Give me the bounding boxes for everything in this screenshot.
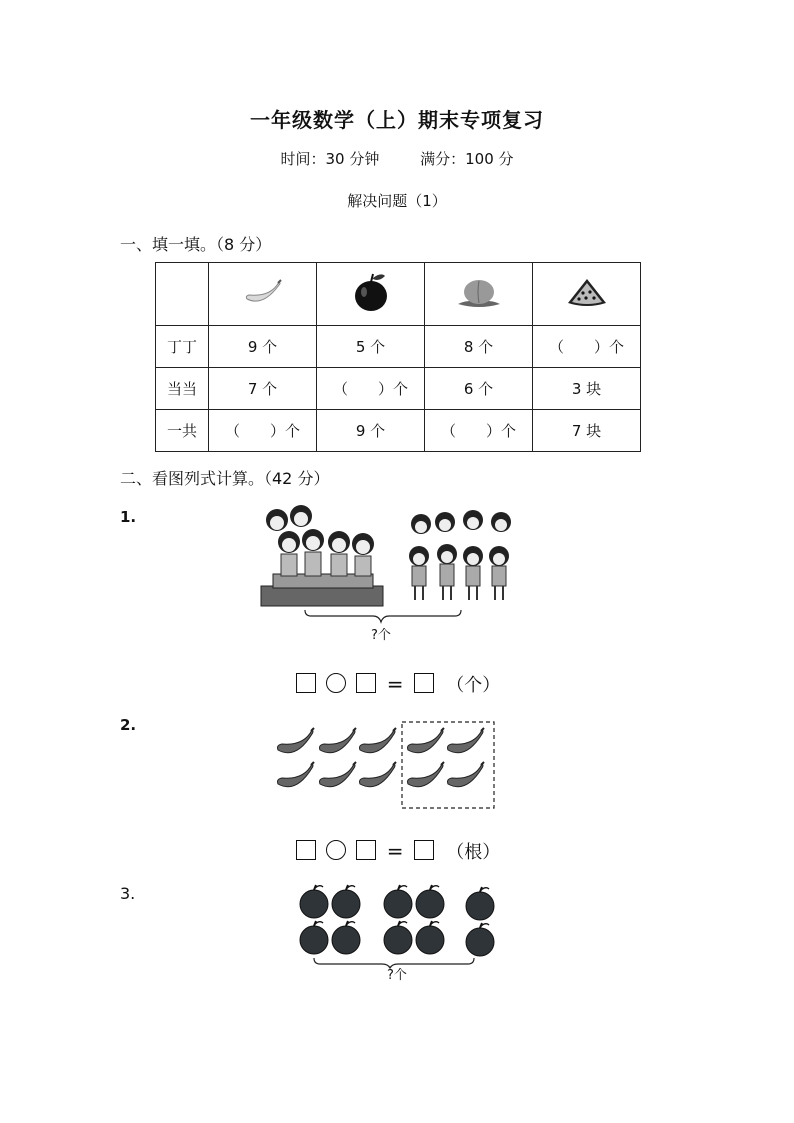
equation-row bbox=[0, 838, 794, 864]
equals-sign: = bbox=[386, 672, 404, 696]
answer-box[interactable] bbox=[296, 673, 316, 693]
problem-number: 3. bbox=[120, 884, 136, 903]
header-empty-cell bbox=[156, 263, 209, 326]
watermelon-icon bbox=[564, 275, 610, 309]
exam-info bbox=[0, 148, 794, 169]
answer-cell: 9 个 bbox=[317, 410, 425, 452]
peach-icon bbox=[452, 274, 506, 310]
header-cell-apple bbox=[317, 263, 425, 326]
apple-icon bbox=[349, 270, 393, 314]
answer-box[interactable] bbox=[296, 840, 316, 860]
row-name: 丁丁 bbox=[156, 326, 209, 368]
answer-cell: 6 个 bbox=[425, 368, 533, 410]
unit-label: （根） bbox=[446, 842, 501, 863]
answer-blank-cell[interactable]: （ ）个 bbox=[425, 410, 533, 452]
problem-number: 1. bbox=[120, 508, 137, 526]
q1-heading: 一、填一填。（8 分） bbox=[120, 235, 272, 254]
full-score: 满分：100 分 bbox=[420, 150, 514, 168]
banana-icon bbox=[241, 277, 285, 307]
table-row-total bbox=[156, 410, 641, 452]
problem-number: 2. bbox=[120, 716, 137, 734]
answer-blank-cell[interactable]: （ ）个 bbox=[209, 410, 317, 452]
result-box[interactable] bbox=[414, 840, 434, 860]
bananas-illustration bbox=[272, 718, 502, 812]
table-header-row bbox=[156, 263, 641, 326]
time-limit: 时间：30 分钟 bbox=[280, 150, 380, 168]
header-cell-banana bbox=[209, 263, 317, 326]
header-cell-watermelon bbox=[533, 263, 641, 326]
operator-circle[interactable] bbox=[326, 673, 346, 693]
operator-circle[interactable] bbox=[326, 840, 346, 860]
answer-box[interactable] bbox=[356, 673, 376, 693]
answer-blank-cell[interactable]: （ ）个 bbox=[533, 326, 641, 368]
children-illustration bbox=[255, 498, 535, 646]
plums-illustration bbox=[292, 880, 504, 970]
answer-cell: 8 个 bbox=[425, 326, 533, 368]
answer-cell: 9 个 bbox=[209, 326, 317, 368]
table-row-dangdang bbox=[156, 368, 641, 410]
brace-label: ?个 bbox=[387, 968, 407, 983]
answer-cell: 7 块 bbox=[533, 410, 641, 452]
answer-blank-cell[interactable]: （ ）个 bbox=[317, 368, 425, 410]
result-box[interactable] bbox=[414, 673, 434, 693]
fruit-table bbox=[155, 262, 641, 452]
header-cell-peach bbox=[425, 263, 533, 326]
brace-label: ?个 bbox=[371, 628, 391, 643]
equation-row bbox=[0, 671, 794, 697]
q2-heading: 二、看图列式计算。（42 分） bbox=[120, 469, 330, 488]
table-row-dingding bbox=[156, 326, 641, 368]
row-name: 一共 bbox=[156, 410, 209, 452]
section-title: 解决问题（1） bbox=[347, 192, 447, 210]
answer-cell: 3 块 bbox=[533, 368, 641, 410]
page-title: 一年级数学（上）期末专项复习 bbox=[250, 108, 544, 132]
answer-cell: 5 个 bbox=[317, 326, 425, 368]
answer-cell: 7 个 bbox=[209, 368, 317, 410]
equals-sign: = bbox=[386, 839, 404, 863]
row-name: 当当 bbox=[156, 368, 209, 410]
answer-box[interactable] bbox=[356, 840, 376, 860]
unit-label: （个） bbox=[446, 675, 501, 696]
